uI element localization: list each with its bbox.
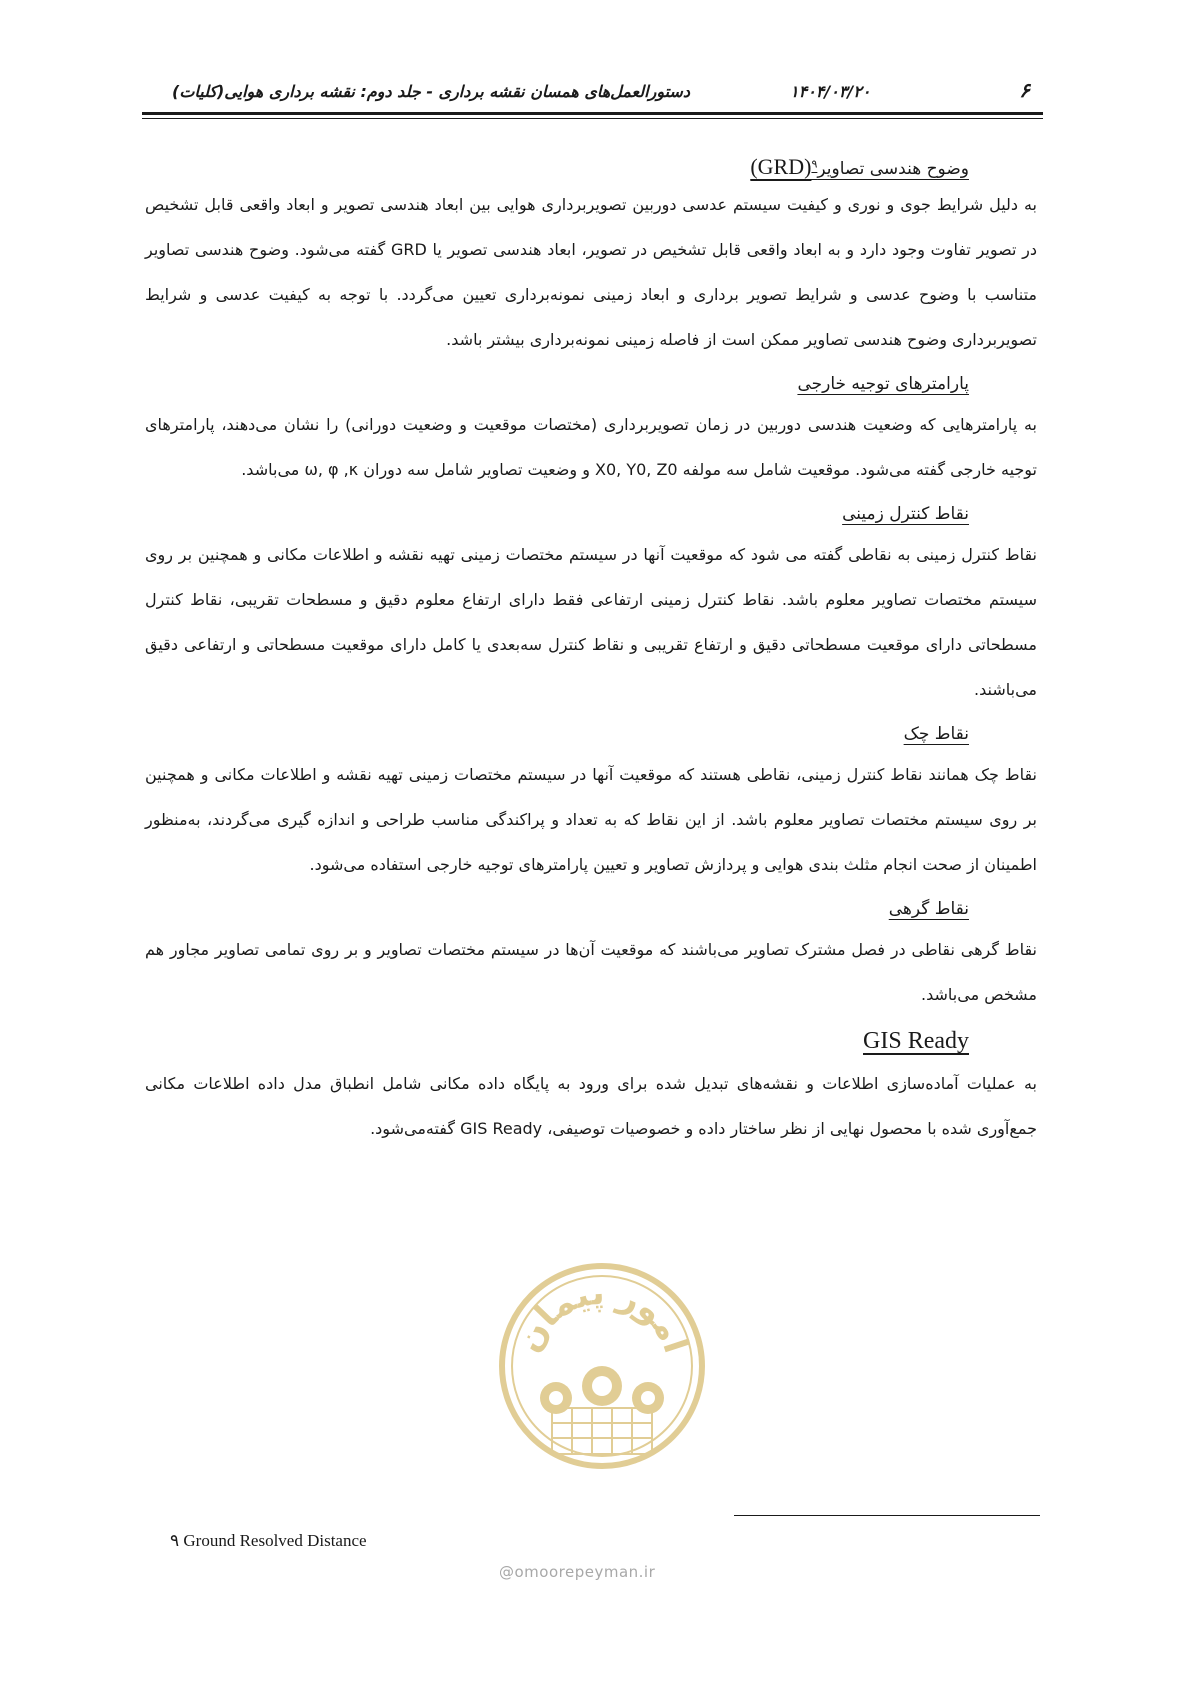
footnote-separator xyxy=(734,1515,1040,1516)
paragraph-check-points: نقاط چک همانند نقاط کنترل زمینی، نقاطی هستند که موقعیت آنها در سیستم مختصات زمینی تهیه نقشه و اطلاعات مکانی و همچنین بر روی سیستم مختصات تصاویر معلوم باشد. از این نقاط که به تعداد و پراکندگی مناسب طراحی و اندازه گیری می‌گردند، به‌منظور اطمینان از صحت انجام مثلث بندی هوایی و پردازش تصاویر و تعیین پارامترهای توجیه خارجی استفاده می‌شود. xyxy=(145,765,1037,874)
heading-text: GIS Ready xyxy=(863,1028,969,1054)
paragraph-exterior-orientation: به پارامترهایی که وضعیت هندسی دوربین در زمان تصویربرداری (مختصات موقعیت و وضعیت دورانی) را نشان می‌دهند، پارامترهای توجیه خارجی گفته می‌شود. موقعیت شامل سه مولفه X0, Y0, Z0 و وضعیت تصاویر شامل سه دوران ω, φ ,κ می‌باشد. xyxy=(145,415,1037,479)
page-header xyxy=(150,76,1040,110)
paragraph-ground-control-points: نقاط کنترل زمینی به نقاطی گفته می شود که موقعیت آنها در سیستم مختصات زمینی تهیه نقشه و اطلاعات مکانی و همچنین بر روی سیستم مختصات تصاویر معلوم باشد. نقاط کنترل زمینی ارتفاعی فقط دارای ارتفاع معلوم دقیق و مسطحات تقریبی، نقاط کنترل مسطحاتی دارای موقعیت مسطحاتی دقیق و ارتفاع تقریبی و نقاط کنترل سه‌بعدی یا کامل دارای موقعیت مسطحاتی و ارتفاعی دقیق می‌باشند. xyxy=(145,545,1037,699)
footnote xyxy=(170,1531,367,1551)
paragraph-gis-ready: به عملیات آماده‌سازی اطلاعات و نقشه‌های تبدیل شده برای ورود به پایگاه داده مکانی شامل انطباق مدل داده اطلاعات مکانی جمع‌آوری شده با محصول نهایی از نظر ساختار داده و خصوصیات توصیفی، GIS Ready گفته‌می‌شود. xyxy=(145,1074,1037,1138)
document-body xyxy=(145,146,1037,1155)
logo-text: امور پیمان xyxy=(508,1272,696,1359)
header-rule-thin xyxy=(142,118,1043,119)
section-heading-tie-points xyxy=(145,891,1037,927)
section-heading-exterior-orientation xyxy=(145,366,1037,402)
heading-latin: (GRD) xyxy=(750,153,812,179)
header-rule-thick xyxy=(142,112,1043,115)
header-date: ۱۴۰۴/۰۳/۲۰ xyxy=(790,82,871,101)
header-title: دستورالعمل‌های همسان نقشه برداری - جلد دوم: نقشه برداری هوایی(کلیات) xyxy=(172,82,690,101)
heading-text: نقاط گرهی xyxy=(888,899,969,919)
section-heading-ground-control-points xyxy=(145,496,1037,532)
heading-text: پارامترهای توجیه خارجی xyxy=(797,374,969,394)
footnote-ref: ۹ xyxy=(811,157,818,170)
svg-text:امور پیمان xyxy=(508,1273,696,1359)
section-heading-gis-ready xyxy=(145,1021,1037,1061)
watermark-url: @omoorepeyman.ir xyxy=(499,1563,656,1581)
footnote-marker: ۹ xyxy=(170,1531,180,1550)
section-heading-check-points xyxy=(145,716,1037,752)
heading-text: وضوح هندسی تصاویر xyxy=(817,158,969,179)
page-number: ۶ xyxy=(1019,78,1030,102)
footnote-text: Ground Resolved Distance xyxy=(183,1531,367,1550)
paragraph-tie-points: نقاط گرهی نقاطی در فصل مشترک تصاویر می‌باشند که موقعیت آن‌ها در سیستم مختصات تصاویر و بر روی تمامی تصاویر مجاور هم مشخص می‌باشد. xyxy=(145,940,1037,1004)
publisher-logo-watermark xyxy=(494,1258,710,1474)
paragraph-grd: به دلیل شرایط جوی و نوری و کیفیت سیستم عدسی دوربین تصویربرداری هوایی بین ابعاد هندسی تصویر و ابعاد واقعی قابل تشخیص در تصویر تفاوت وجود دارد و به ابعاد واقعی قابل تشخیص در تصویر، ابعاد هندسی تصویر یا GRD گفته می‌شود. وضوح هندسی تصاویر متناسب با وضوح عدسی و شرایط تصویر برداری و ابعاد زمینی نمونه‌برداری تعیین می‌گردد. با توجه به کیفیت عدسی و شرایط تصویربرداری وضوح هندسی تصاویر ممکن است از فاصله زمینی نمونه‌برداری بیشتر باشد. xyxy=(145,195,1037,349)
section-heading-grd xyxy=(145,146,1037,182)
heading-text: نقاط کنترل زمینی xyxy=(842,504,969,524)
heading-text: نقاط چک xyxy=(903,724,969,744)
